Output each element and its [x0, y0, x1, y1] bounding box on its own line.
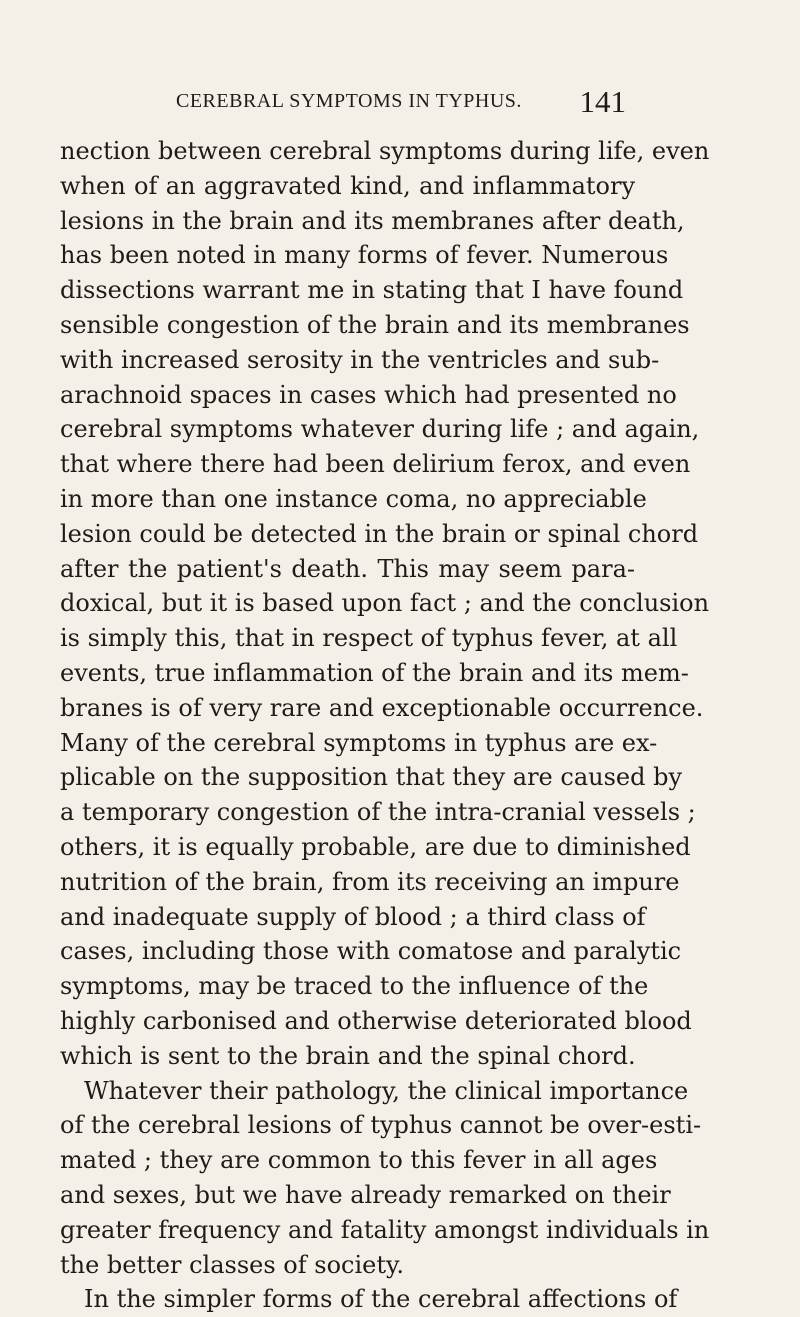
text-line: branes is of very rare and exceptionable occurrence.: [60, 693, 704, 722]
text-line: lesions in the brain and its membranes after death,: [60, 206, 685, 235]
text-line: a temporary congestion of the intra-cranial vessels ;: [60, 798, 696, 827]
body-text: [60, 134, 710, 1317]
text-line: others, it is equally probable, are due to diminished: [60, 832, 691, 861]
text-line: has been noted in many forms of fever. Numerous: [60, 241, 669, 270]
text-line: nutrition of the brain, from its receiving an impure: [60, 867, 680, 896]
running-title: CEREBRAL SYMPTOMS IN TYPHUS.: [176, 90, 522, 112]
text-line: sensible congestion of the brain and its membranes: [60, 310, 690, 339]
text-line: when of an aggravated kind, and inflammatory: [60, 171, 635, 200]
text-line: greater frequency and fatality amongst individuals in: [60, 1215, 710, 1244]
text-line: cerebral symptoms whatever during life ; and again,: [60, 415, 700, 444]
text-line: symptoms, may be traced to the influence of the: [60, 972, 649, 1001]
text-line: with increased serosity in the ventricles and sub-: [60, 345, 660, 374]
text-line: highly carbonised and otherwise deteriorated blood: [60, 1006, 692, 1035]
text-line: and sexes, but we have already remarked on their: [60, 1180, 671, 1209]
text-line: dissections warrant me in stating that I have found: [60, 276, 684, 305]
text-line: Whatever their pathology, the clinical importance: [84, 1076, 689, 1105]
text-line: Many of the cerebral symptoms in typhus are ex-: [60, 728, 658, 757]
text-line: nection between cerebral symptoms during life, even: [60, 137, 710, 165]
running-head: [176, 84, 626, 124]
text-line: mated ; they are common to this fever in all ages: [60, 1146, 658, 1175]
text-line: arachnoid spaces in cases which had presented no: [60, 380, 677, 409]
text-line: the better classes of society.: [60, 1250, 404, 1279]
text-line: which is sent to the brain and the spinal chord.: [60, 1041, 636, 1070]
text-line: that where there had been delirium ferox, and even: [60, 450, 691, 479]
text-line: and inadequate supply of blood ; a third class of: [60, 902, 646, 931]
text-line: in more than one instance coma, no appreciable: [60, 484, 647, 513]
page-number: 141: [579, 84, 626, 119]
text-line: after the patient's death. This may seem para-: [60, 554, 635, 583]
text-line: of the cerebral lesions of typhus cannot be over-esti-: [60, 1111, 702, 1140]
text-line: plicable on the supposition that they are caused by: [60, 763, 683, 792]
text-line: In the simpler forms of the cerebral affections of: [84, 1285, 678, 1314]
text-line: lesion could be detected in the brain or spinal chord: [60, 519, 699, 548]
text-line: is simply this, that in respect of typhus fever, at all: [60, 624, 678, 653]
text-line: events, true inflammation of the brain and its mem-: [60, 658, 689, 687]
text-line: cases, including those with comatose and paralytic: [60, 937, 682, 966]
text-line: doxical, but it is based upon fact ; and the conclusion: [60, 589, 710, 618]
